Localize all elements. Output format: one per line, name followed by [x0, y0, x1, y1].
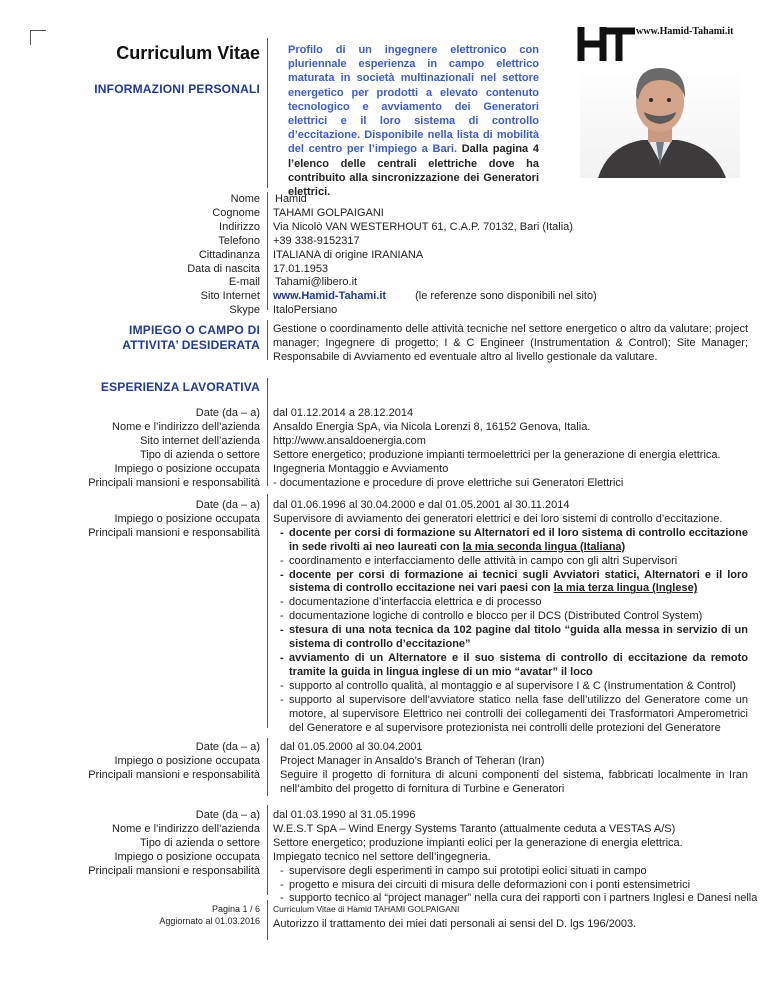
label-data-nascita: Data di nascita: [187, 262, 260, 275]
label-skype: Skype: [229, 304, 260, 317]
job2-label-date: Date (da – a): [195, 499, 260, 511]
job2-position: Supervisore di avviamento dei generatori elettrici e dei loro sistemi di controllo d’eccitazione.: [273, 512, 723, 525]
desired-heading-line1: IMPIEGO O CAMPO DI: [129, 323, 260, 337]
website-note: (le referenze sono disponibili nel sito): [415, 290, 597, 303]
list-item: - supporto tecnico al “project manager” nella cura dei rapporti con i partners Inglesi e Danesi nella: [273, 892, 748, 906]
column-divider: [267, 320, 268, 360]
job1-date: dal 01.12.2014 a 28.12.2014: [273, 407, 414, 419]
job4-position: Impiegato tecnico nel settore dell’ingegneria.: [273, 850, 491, 863]
ht-logo-icon: [573, 23, 743, 63]
list-item: - progetto e misura dei circuiti di misura delle deformazioni con i ponti estensimetrici: [273, 879, 748, 893]
value-nome: Hamid: [275, 193, 307, 205]
label-cittadinanza: Cittadinanza: [198, 248, 260, 261]
job2-duty1-text: docente per corsi di formazione su Alternatori ed il loro sistema di controllo eccitazione in sede rivolti ai neo laureati con: [289, 526, 748, 553]
job1-labels: [60, 407, 260, 490]
portrait-photo: [580, 62, 740, 178]
privacy-consent: Autorizzo il trattamento dei miei dati personali ai sensi del D. lgs 196/2003.: [273, 918, 637, 930]
list-item: - stesura di una nota tecnica da 102 pagine dal titolo “guida alla messa in servizio di un sistema di controllo d’eccitazione”: [273, 624, 748, 652]
job1-label-sector: Tipo di azienda o settore: [139, 448, 260, 461]
job4-company: W.E.S.T SpA – Wind Energy Systems Taranto (attualmente ceduta a VESTAS A/S): [273, 822, 676, 835]
value-skype: ItaloPersiano: [273, 304, 338, 317]
job3-position: Project Manager in Ansaldo’s Branch of Teheran (Iran): [280, 754, 545, 767]
logo-url[interactable]: www.Hamid-Tahami.it: [636, 26, 734, 37]
job3-label-position: Impiego o posizione occupata: [114, 754, 260, 767]
ht-logo: [573, 23, 743, 63]
profile-summary: [288, 43, 539, 199]
job2-labels: [60, 499, 260, 541]
page-footer-left: [60, 903, 260, 927]
column-divider: [267, 378, 268, 486]
value-data-nascita: 17.01.1953: [273, 262, 329, 275]
job1-label-position: Impiego o posizione occupata: [114, 462, 260, 475]
job2-values: [273, 499, 748, 735]
job1-values: [273, 407, 748, 490]
job4-sector: Settore energetico; produzione impianti eolici per la generazione di energia elettrica.: [273, 836, 683, 849]
column-divider: [267, 805, 268, 895]
value-cognome: TAHAMI GOLPAIGANI: [273, 206, 384, 219]
page-number: Pagina 1 / 6: [211, 904, 260, 914]
profile-text-blue: Profilo di un ingegnere elettronico con pluriennale esperienza in campo elettrico maturata in società multinazionali nel settore energetico per prodotti a elevato contenuto tecnologico e avviamento dei Generatori elettrici e il loro sistema di controllo d’eccitazione. Disponibile nella lista di mobilità del centro per l’impiego a Bari.: [288, 44, 539, 156]
list-item: - supervisore degli esperimenti in campo sui prototipi eolici situati in campo: [273, 865, 748, 879]
corner-mark-horizontal: [30, 30, 46, 31]
job2-duty3-underlined: la mia terza lingua (Inglese): [553, 582, 698, 595]
job4-label-position: Impiego o posizione occupata: [114, 850, 260, 863]
job4-label-sector: Tipo di azienda o settore: [139, 836, 260, 849]
job1-company: Ansaldo Energia SpA, via Nicola Lorenzi 8, 16152 Genova, Italia.: [273, 420, 591, 433]
job4-labels: [60, 809, 260, 879]
footer-divider: [267, 900, 268, 940]
experience-heading: ESPERIENZA LAVORATIVA: [100, 380, 260, 394]
job1-label-company: Nome e l’indirizzo dell’azienda: [112, 420, 260, 433]
list-item-continuation: - documentazione d’interfaccia elettrica e di processo: [273, 596, 748, 610]
updated-date: Aggiornato al 01.03.2016: [159, 916, 260, 926]
job2-duties-list: [273, 527, 748, 736]
job1-label-site: Sito internet dell’azienda: [140, 434, 260, 447]
label-telefono: Telefono: [218, 234, 260, 247]
job3-label-date: Date (da – a): [195, 741, 260, 753]
list-item: [273, 527, 748, 555]
personal-values: [273, 193, 748, 318]
list-item: - supporto al supervisore dell’avviatore statico nella fase dell’utilizzo del Generatore come un motore, al supervisore Elettrico nei controlli dei collegamenti dei Trasformatori Amperometrici del Generatore e al supervisore protezionista nei controlli delle protezioni del Generatore: [273, 694, 748, 736]
list-item: - supporto al controllo qualità, al montaggio e al supervisore I & C (Instrumentation & Control): [273, 680, 748, 694]
personal-info-heading: INFORMAZIONI PERSONALI: [94, 82, 260, 96]
job2-label-position: Impiego o posizione occupata: [114, 512, 260, 525]
job1-label-date: Date (da – a): [195, 407, 260, 419]
label-email: E-mail: [228, 276, 260, 289]
column-divider: [267, 192, 268, 310]
job1-duties: - documentazione e procedure di prove elettriche sui Generatori Elettrici: [273, 476, 624, 489]
job4-label-duties: Principali mansioni e responsabilità: [88, 864, 260, 877]
portrait-icon: [580, 62, 740, 178]
list-item: - coordinamento e interfacciamento delle attività in campo con gli altri Supervisori: [273, 555, 748, 569]
column-divider: [267, 494, 268, 728]
list-item: - documentazione logiche di controllo e blocco per il DCS (Distributed Control System): [273, 610, 748, 624]
job2-date: dal 01.06.1996 al 30.04.2000 e dal 01.05.2001 al 30.11.2014: [273, 499, 570, 511]
job1-site[interactable]: http://www.ansaldoenergia.com: [273, 434, 426, 447]
job1-sector: Settore energetico; produzione impianti termoelettrici per la generazione di energia elettrica.: [273, 448, 721, 461]
job1-label-duties: Principali mansioni e responsabilità: [88, 476, 260, 489]
personal-labels: [60, 193, 260, 318]
value-email[interactable]: Tahami@libero.it: [275, 276, 358, 289]
value-sito-row: [273, 290, 748, 304]
value-indirizzo: Via Nicolò VAN WESTERHOUT 61, C.A.P. 70132, Bari (Italia): [273, 220, 573, 233]
job3-values: [280, 741, 748, 797]
profile-text-dark: Dalla pagina 4 l’elenco delle centrali elettriche dove ha contribuito alla sincronizzazione dei Generatori elettrici.: [288, 143, 540, 199]
job4-label-company: Nome e l’indirizzo dell’azienda: [112, 822, 260, 835]
corner-mark-vertical: [30, 30, 31, 45]
job1-position: Ingegneria Montaggio e Avviamento: [273, 462, 449, 475]
job3-duties: Seguire il progetto di fornitura di alcuni componenti del sistema, fabbricati localmente in Iran nell’ambito del progetto di fornitura di Turbine e Generatori: [280, 768, 748, 795]
job4-values: [273, 809, 758, 906]
desired-heading: [60, 323, 260, 353]
label-indirizzo: Indirizzo: [219, 220, 260, 233]
column-divider: [267, 738, 268, 796]
job2-label-duties: Principali mansioni e responsabilità: [88, 526, 260, 539]
list-item: [273, 569, 748, 597]
column-divider: [267, 38, 268, 188]
label-sito: Sito Internet: [200, 290, 260, 303]
list-item: - avviamento di un Alternatore e il suo sistema di controllo di eccitazione da remoto tramite la guida in lingua inglese di un mio “avatar” il loco: [273, 652, 748, 680]
job4-date: dal 01.03.1990 al 31.05.1996: [273, 809, 416, 821]
job2-duty1-underlined: la mia seconda lingua (Italiana): [462, 540, 626, 553]
website-link[interactable]: www.Hamid-Tahami.it: [273, 290, 387, 303]
job3-labels: [60, 741, 260, 783]
label-cognome: Cognome: [212, 206, 260, 219]
job3-date: dal 01.05.2000 al 30.04.2001: [280, 741, 423, 753]
job2-duty3-text: docente per corsi di formazione ai tecnici sugli Avviatori statici, Alternatori e il loro sistema di controllo eccitazione nei vari paesi con: [289, 568, 748, 595]
value-cittadinanza: ITALIANA di origine IRANIANA: [273, 248, 424, 261]
document-title: Curriculum Vitae: [116, 43, 260, 63]
desired-text: Gestione o coordinamento delle attività tecniche nel settore energetico o altro da valutare; project manager; Ingegnere di progetto; I & C Engineer (Instrumentation & Control); Site Manager; Responsabile di Avviamento ed eventuale altro al livello gestionale da valutare.: [273, 323, 748, 363]
job4-label-date: Date (da – a): [195, 809, 260, 821]
label-nome: Nome: [230, 193, 260, 205]
job3-label-duties: Principali mansioni e responsabilità: [88, 768, 260, 781]
footer-cv-name: Curriculum Vitae di Hamid TAHAMI GOLPAIGANI: [273, 904, 460, 914]
job4-duties-list: [273, 864, 758, 907]
value-telefono: +39 338-9152317: [273, 234, 360, 247]
desired-heading-line2: ATTIVITA’ DESIDERATA: [122, 338, 260, 352]
